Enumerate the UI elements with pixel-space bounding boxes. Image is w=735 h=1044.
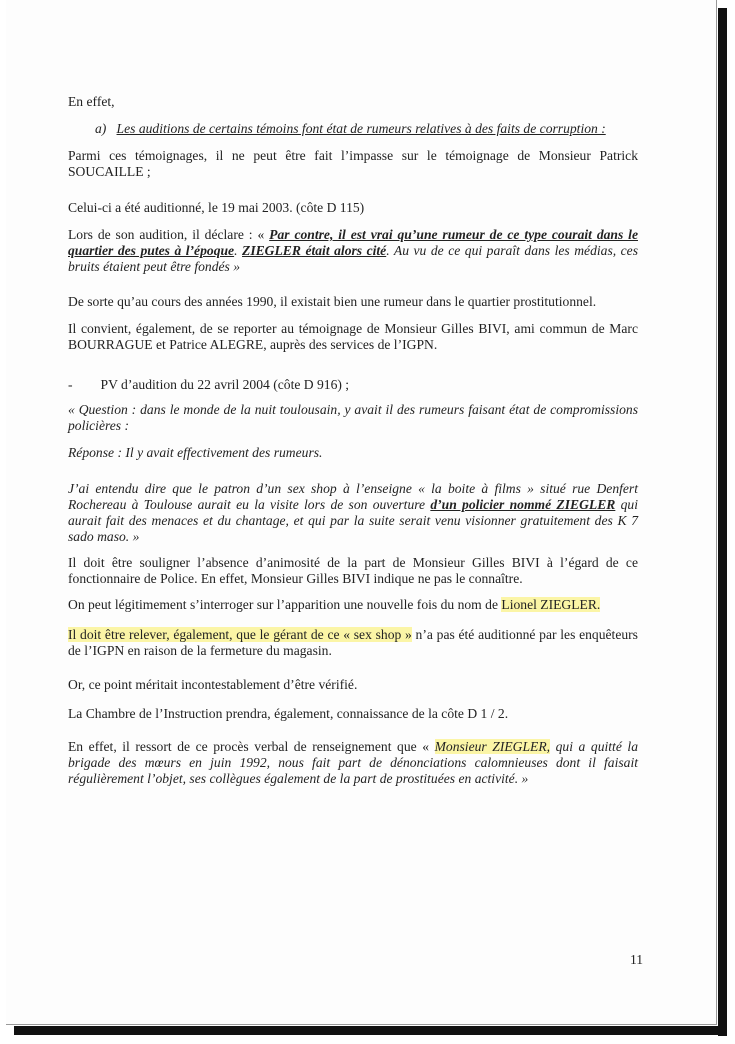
heading-prefix: a): [95, 121, 107, 136]
paragraph-chambre: La Chambre de l’Instruction prendra, également, connaissance de la côte D 1 / 2.: [68, 706, 509, 721]
text: Lors de son audition, il déclare : «: [68, 227, 270, 242]
quote-emphasis: ZIEGLER était alors cité: [242, 243, 387, 258]
quote-text: . Au vu de ce qui paraît dans les médias, ces bruits étaient peut être fondés »: [68, 243, 639, 274]
pv-text: PV d’audition du 22 avril 2004 (côte D 916) ;: [100, 377, 350, 392]
paragraph-pv: [68, 377, 638, 393]
page-shadow-bottom: [14, 1026, 727, 1035]
page-number: 11: [630, 952, 644, 967]
list-dash: -: [68, 377, 73, 392]
paragraph-interroger: [68, 597, 638, 613]
section-heading-a: [95, 121, 635, 137]
quote-emphasis: Par contre, il est vrai qu’une rumeur de ce type courait dans le quartier des putes à l’époque: [68, 227, 638, 258]
quote-text: qui a quitté la brigade des mœurs en juin 1992, nous fait part de dénonciations calomnieuses dont il faisait régulièrement l’objet, ses collègues également de la part de prostituées en activité. »: [68, 739, 639, 786]
page-shadow-right: [718, 8, 727, 1036]
paragraph-rumeur: De sorte qu’au cours des années 1990, il existait bien une rumeur dans le quartier prostitutionnel.: [68, 294, 597, 309]
text: On peut légitimement s’interroger sur l’apparition une nouvelle fois du nom de: [68, 597, 502, 612]
paragraph-animosite: Il doit être souligner l’absence d’animosité de la part de Monsieur Gilles BIVI à l’égard de ce fonctionnaire de Police. En effet, Monsieur Gilles BIVI indique ne pas le connaître.: [68, 555, 638, 586]
text: n’a pas été auditionné par les enquêteurs de l’IGPN en raison de la fermeture du magasin.: [68, 627, 638, 658]
paragraph-proces-verbal: [68, 739, 638, 787]
highlighted-text: Il doit être relever, également, que le gérant de ce « sex shop »: [68, 627, 412, 642]
paragraph-soucaille: Parmi ces témoignages, il ne peut être fait l’impasse sur le témoignage de Monsieur Patrick SOUCAILLE ;: [68, 148, 638, 179]
paragraph-audition-date: Celui-ci a été auditionné, le 19 mai 2003. (côte D 115): [68, 200, 365, 215]
paragraph-question: « Question : dans le monde de la nuit toulousain, y avait il des rumeurs faisant état de compromissions policières :: [68, 402, 638, 433]
quote-emphasis: d’un policier nommé ZIEGLER: [430, 497, 616, 512]
text: .: [234, 243, 243, 258]
paragraph-en-effet: En effet,: [68, 94, 115, 109]
paragraph-reponse: Réponse : Il y avait effectivement des rumeurs.: [68, 445, 323, 460]
heading-text: Les auditions de certains témoins font état de rumeurs relatives à des faits de corruption :: [116, 121, 606, 136]
paragraph-gerant: [68, 627, 638, 659]
paragraph-declaration: [68, 227, 638, 275]
highlighted-name: Lionel ZIEGLER.: [501, 597, 601, 612]
text: qui aurait fait des menaces et du chantage, et qui par la suite serait venu visionner gratuitement des K 7 sado maso. »: [68, 497, 639, 544]
paragraph-sex-shop: [68, 481, 638, 545]
highlighted-name: Monsieur ZIEGLER,: [434, 739, 551, 754]
paragraph-bivi: Il convient, également, de se reporter au témoignage de Monsieur Gilles BIVI, ami commun de Marc BOURRAGUE et Patrice ALEGRE, auprès des services de l’IGPN.: [68, 321, 638, 352]
text: J’ai entendu dire que le patron d’un sex shop à l’enseigne « la boite à films » situé rue Denfert Rochereau à Toulouse aurait eu la visite lors de son ouverture: [68, 481, 638, 512]
text: En effet, il ressort de ce procès verbal de renseignement que «: [68, 739, 435, 754]
paragraph-verifie: Or, ce point méritait incontestablement d’être vérifié.: [68, 677, 358, 692]
